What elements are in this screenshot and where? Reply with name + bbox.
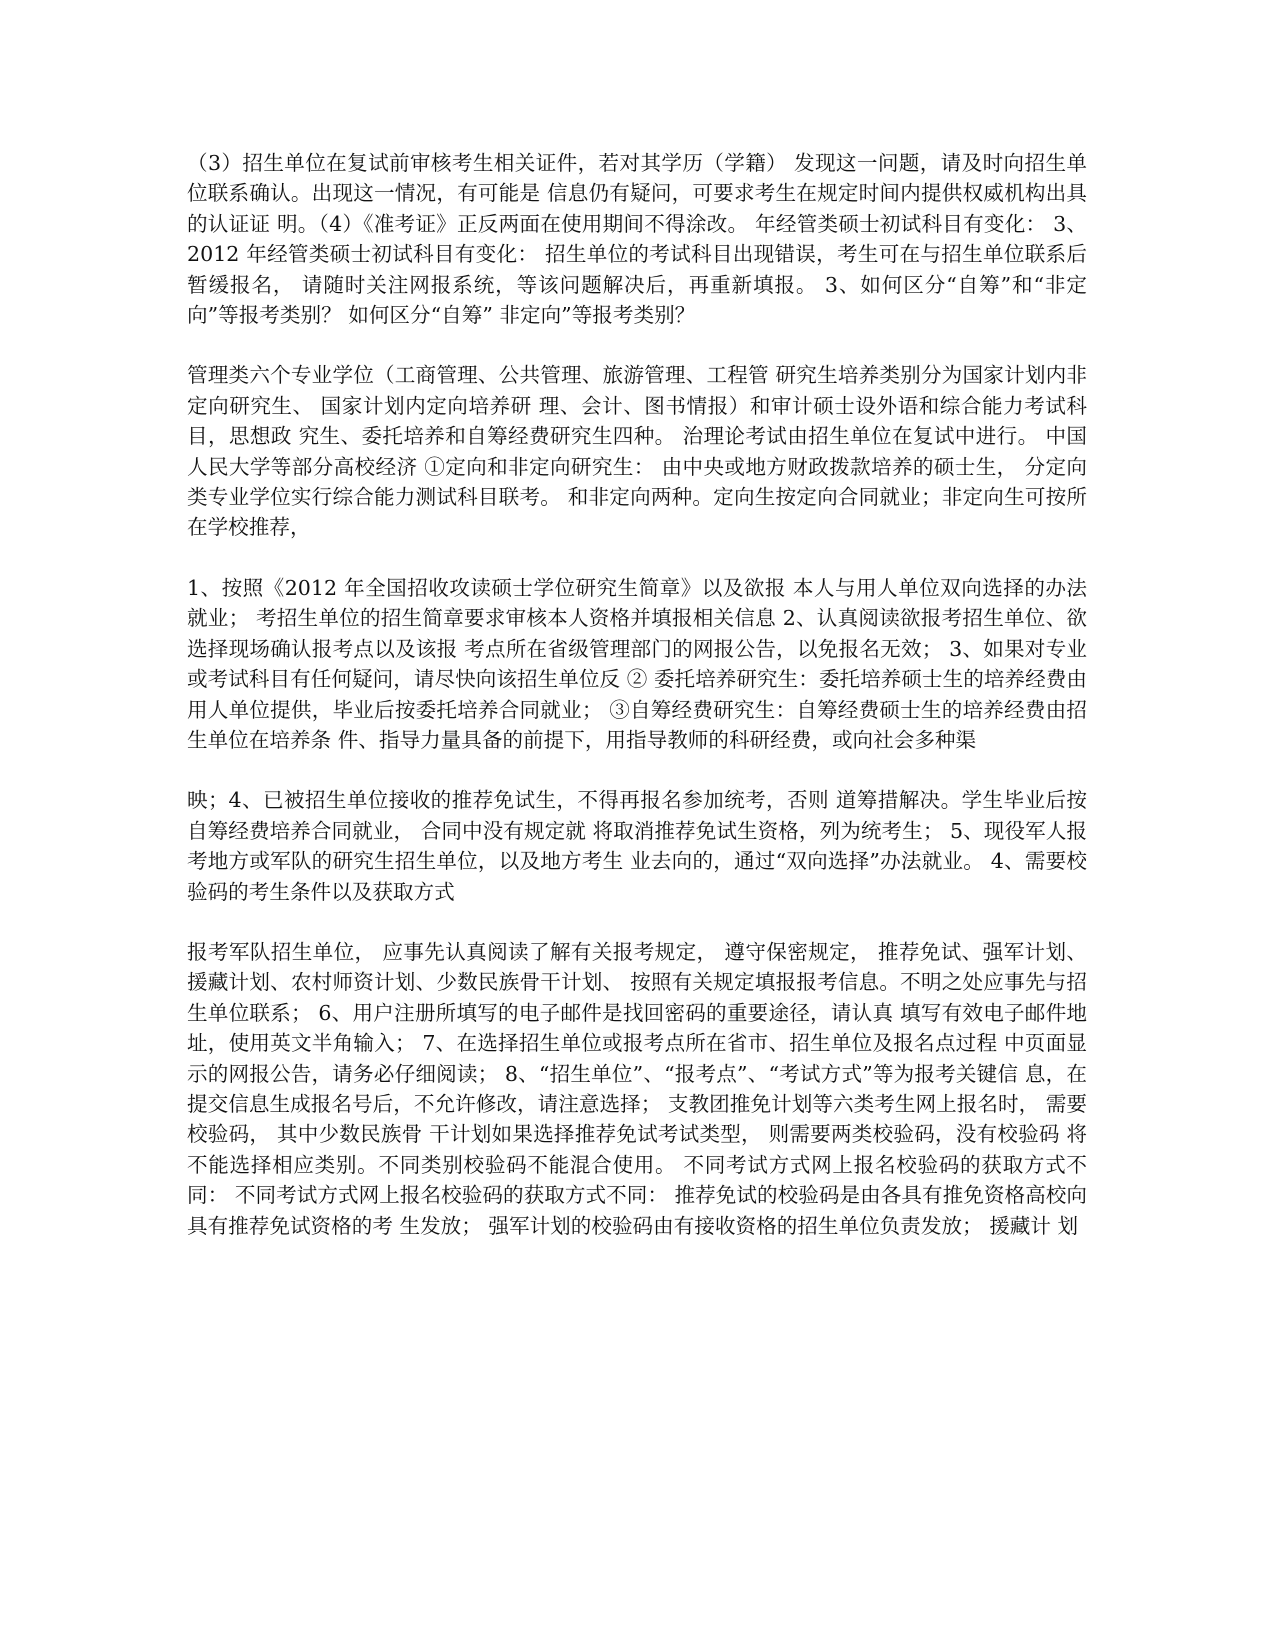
paragraph-4: 映；4、已被招生单位接收的推荐免试生，不得再报名参加统考，否则 道筹措解决。学生毕业后按自筹经费培养合同就业， 合同中没有规定就 将取消推荐免试生资格，列为统考生； 5、现役军人报考地方或军队的研究生招生单位，以及地方考生 业去向的，通过“双向选择”办法就业。 4、需要校验码的考生条件以及获取方式 xyxy=(187,788,1087,904)
document-page xyxy=(187,148,1087,1271)
paragraph-2: 管理类六个专业学位（工商管理、公共管理、旅游管理、工程管 研究生培养类别分为国家计划内非定向研究生、 国家计划内定向培养研 理、会计、图书情报）和审计硕士设外语和综合能力考试科目，思想政 究生、委托培养和自筹经费研究生四种。 治理论考试由招生单位在复试中进行。 中国人民大学等部分高校经济 ①定向和非定向研究生： 由中央或地方财政拨款培养的硕士生， 分定向 类专业学位实行综合能力测试科目联考。 和非定向两种。定向生按定向合同就业；非定向生可按所在学校推荐， xyxy=(187,363,1087,540)
paragraph-5: 报考军队招生单位， 应事先认真阅读了解有关报考规定， 遵守保密规定， 推荐免试、强军计划、援藏计划、农村师资计划、少数民族骨干计划、 按照有关规定填报报考信息。不明之处应事先与招生单位联系； 6、用户注册所填写的电子邮件是找回密码的重要途径，请认真 填写有效电子邮件地址，使用英文半角输入； 7、在选择招生单位或报考点所在省市、招生单位及报名点过程 中页面显示的网报公告，请务必仔细阅读； 8、“招生单位”、“报考点”、“考试方式”等为报考关键信 息，在提交信息生成报名号后，不允许修改，请注意选择； 支教团推免计划等六类考生网上报名时， 需要校验码， 其中少数民族骨 干计划如果选择推荐免试考试类型， 则需要两类校验码，没有校验码 将不能选择相应类别。不同类别校验码不能混合使用。 不同考试方式网上报名校验码的获取方式不同： 不同考试方式网上报名校验码的获取方式不同： 推荐免试的校验码是由各具有推免资格高校向具有推荐免试资格的考 生发放； 强军计划的校验码由有接收资格的招生单位负责发放； 援藏计 划 xyxy=(187,939,1087,1238)
paragraph-3: 1、按照《2012 年全国招收攻读硕士学位研究生简章》以及欲报 本人与用人单位双向选择的办法就业； 考招生单位的招生简章要求审核本人资格并填报相关信息 2、认真阅读欲报考招生单位、欲选择现场确认报考点以及该报 考点所在省级管理部门的网报公告，以免报名无效； 3、如果对专业或考试科目有任何疑问，请尽快向该招生单位反 ② 委托培养研究生：委托培养硕士生的培养经费由用人单位提供，毕业后按委托培养合同就业； ③自筹经费研究生：自筹经费硕士生的培养经费由招生单位在培养条 件、指导力量具备的前提下，用指导教师的科研经费，或向社会多种渠 xyxy=(187,575,1087,752)
paragraph-1: （3）招生单位在复试前审核考生相关证件，若对其学历（学籍） 发现这一问题，请及时向招生单位联系确认。出现这一情况，有可能是 信息仍有疑问，可要求考生在规定时间内提供权威机构出具的认证证 明。（4）《准考证》正反两面在使用期间不得涂改。 年经管类硕士初试科目有变化： 3、2012 年经管类硕士初试科目有变化： 招生单位的考试科目出现错误，考生可在与招生单位联系后暂缓报名， 请随时关注网报系统，等该问题解决后，再重新填报。 3、如何区分“自筹”和“非定向”等报考类别？ 如何区分“自筹” 非定向”等报考类别？ xyxy=(187,151,1087,328)
